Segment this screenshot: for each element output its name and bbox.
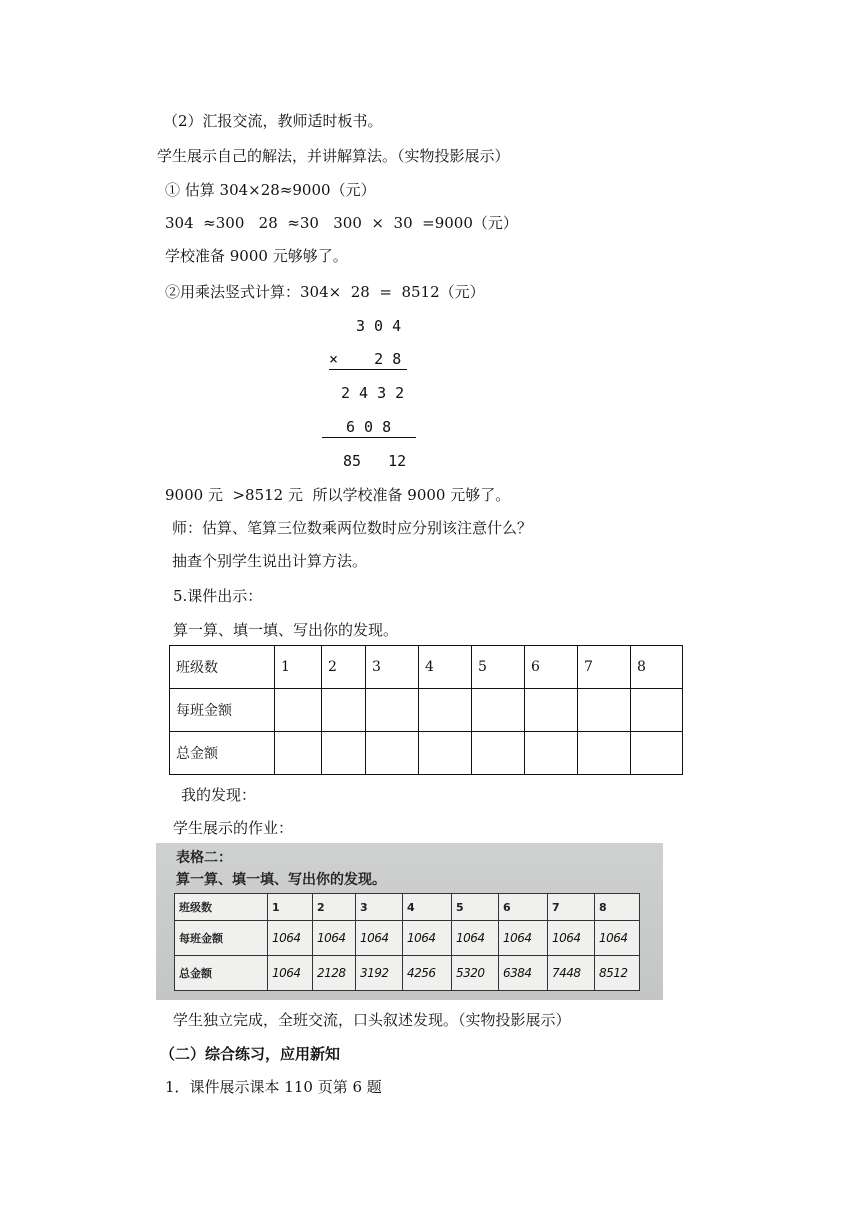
- table-cell: [631, 732, 683, 775]
- table-cell: [525, 732, 578, 775]
- table-cell: 8512: [595, 956, 640, 991]
- table-cell: 1: [275, 646, 322, 689]
- text-school-enough: 学校准备 9000 元够够了。: [165, 247, 348, 265]
- table-cell: 3: [366, 646, 419, 689]
- text-vertical-calc: ②用乘法竖式计算：304× 28 = 8512（元）: [165, 283, 485, 301]
- text-student-show-solution: 学生展示自己的解法，并讲解算法。（实物投影展示）: [157, 147, 510, 165]
- table-cell: 2: [322, 646, 366, 689]
- text-student-homework: 学生展示的作业：: [173, 819, 294, 837]
- homework-photo: [156, 843, 663, 1000]
- table-cell: 3: [356, 894, 403, 921]
- table-cell: [472, 732, 525, 775]
- table-cell: [275, 689, 322, 732]
- table-cell: [275, 732, 322, 775]
- row-label: 班级数: [170, 646, 275, 689]
- text-teacher-question: 师：估算、笔算三位数乘两位数时应分别该注意什么？: [172, 519, 533, 537]
- table-cell: 8: [631, 646, 683, 689]
- table-row: [170, 689, 683, 732]
- table-cell: 7448: [548, 956, 595, 991]
- table-cell: 1064: [548, 921, 595, 956]
- text-my-findings: 我的发现：: [181, 786, 257, 804]
- text-estimate-detail: 304 ≈300 28 ≈30 300 × 30 =9000（元）: [165, 214, 518, 232]
- table-cell: 1064: [499, 921, 548, 956]
- table-cell: 6: [525, 646, 578, 689]
- vertical-product: 85 12: [343, 452, 407, 470]
- table-cell: 1064: [356, 921, 403, 956]
- table-cell: 8: [595, 894, 640, 921]
- table-cell: 7: [548, 894, 595, 921]
- table-cell: [578, 732, 631, 775]
- table-cell: 6384: [499, 956, 548, 991]
- table-cell: [322, 732, 366, 775]
- text-sample-students: 抽查个别学生说出计算方法。: [172, 552, 368, 570]
- photo-subtitle: 算一算、填一填、写出你的发现。: [176, 872, 386, 888]
- table-cell: [419, 732, 472, 775]
- vertical-partial-1: 2 4 3 2: [341, 384, 405, 402]
- row-label: 每班金额: [175, 921, 268, 956]
- table-cell: 2: [313, 894, 356, 921]
- row-label: 班级数: [175, 894, 268, 921]
- table-cell: 3192: [356, 956, 403, 991]
- table-row: [170, 732, 683, 775]
- table-cell: 1064: [313, 921, 356, 956]
- vertical-multiplicand: 3 0 4: [356, 317, 402, 335]
- table-cell: 4256: [403, 956, 452, 991]
- table-cell: 4: [403, 894, 452, 921]
- vertical-multiplier: × 2 8: [329, 349, 407, 370]
- table-cell: [578, 689, 631, 732]
- section-heading-report: （2）汇报交流，教师适时板书。: [163, 112, 383, 130]
- text-independent-work: 学生独立完成，全班交流，口头叙述发现。（实物投影展示）: [173, 1011, 571, 1029]
- text-courseware: 5.课件出示：: [173, 587, 263, 605]
- table-cell: 1064: [403, 921, 452, 956]
- table-cell: [631, 689, 683, 732]
- vertical-partial-2: 6 0 8: [322, 417, 416, 438]
- table-cell: 5: [472, 646, 525, 689]
- table-cell: 1064: [268, 921, 313, 956]
- table-cell: [366, 689, 419, 732]
- table-cell: 1064: [452, 921, 499, 956]
- table-cell: [366, 732, 419, 775]
- text-task: 算一算、填一填、写出你的发现。: [173, 621, 399, 639]
- blank-table: [169, 645, 683, 775]
- table-cell: 7: [578, 646, 631, 689]
- table-cell: 1064: [268, 956, 313, 991]
- table-cell: 6: [499, 894, 548, 921]
- row-label: 每班金额: [170, 689, 275, 732]
- table-cell: 5: [452, 894, 499, 921]
- table-cell: 2128: [313, 956, 356, 991]
- photo-table: [174, 893, 640, 991]
- row-label: 总金额: [175, 956, 268, 991]
- text-comparison: 9000 元 >8512 元 所以学校准备 9000 元够了。: [165, 486, 511, 504]
- table-row: [175, 894, 640, 921]
- table-row: [170, 646, 683, 689]
- text-exercise-1: 1．课件展示课本 110 页第 6 题: [165, 1078, 382, 1096]
- section-heading-practice: （二）综合练习，应用新知: [160, 1045, 341, 1063]
- table-row: [175, 921, 640, 956]
- text-estimate: ① 估算 304×28≈9000（元）: [165, 181, 376, 199]
- table-row: [175, 956, 640, 991]
- table-cell: [322, 689, 366, 732]
- table-cell: [419, 689, 472, 732]
- table-cell: 1064: [595, 921, 640, 956]
- table-cell: [472, 689, 525, 732]
- table-cell: [525, 689, 578, 732]
- row-label: 总金额: [170, 732, 275, 775]
- table-cell: 4: [419, 646, 472, 689]
- table-cell: 5320: [452, 956, 499, 991]
- photo-title: 表格二：: [176, 850, 232, 866]
- table-cell: 1: [268, 894, 313, 921]
